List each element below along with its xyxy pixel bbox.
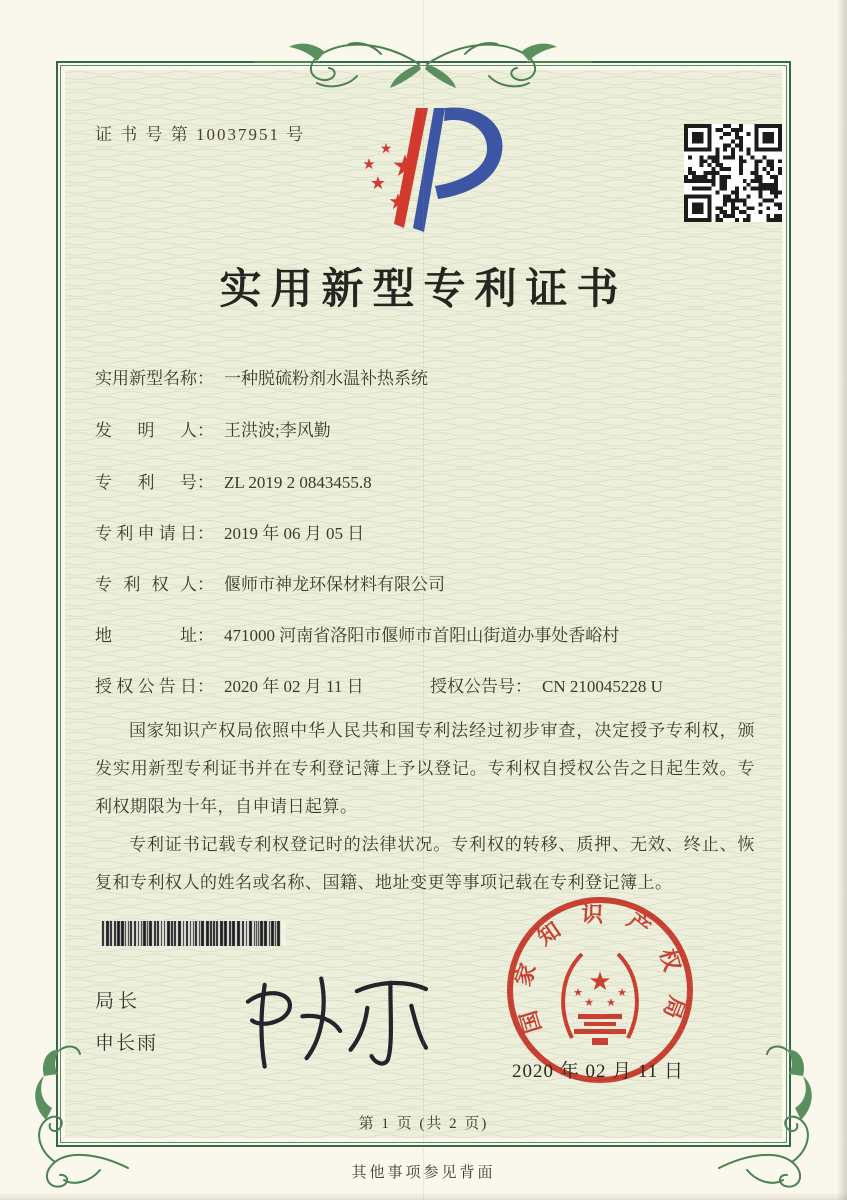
colon: ： (197, 626, 214, 645)
colon: ： (197, 524, 214, 543)
field-value: ZL 2019 2 0843455.8 (224, 473, 372, 492)
svg-text:★: ★ (391, 149, 419, 184)
field-value: 偃师市神龙环保材料有限公司 (224, 575, 445, 594)
field-grant-number (430, 672, 663, 697)
field-label: 授权公告日 (95, 677, 197, 696)
director-name: 申长雨 (95, 1033, 159, 1054)
field-value: 2019 年 06 月 05 日 (224, 524, 365, 543)
seal-date: 2020 年 02 月 11 日 (512, 1061, 685, 1082)
svg-text:★: ★ (617, 986, 627, 999)
scan-edge (0, 1192, 847, 1200)
svg-text:★: ★ (584, 996, 594, 1009)
svg-text:★: ★ (379, 141, 393, 157)
scan-edge (837, 0, 847, 1200)
certificate-title: 实用新型专利证书 (219, 267, 628, 313)
qr-code (684, 124, 782, 222)
field-patent-number (95, 468, 755, 493)
legal-text (95, 712, 755, 902)
logo-blue-p-bowl (435, 108, 502, 199)
national-emblem (563, 954, 637, 1045)
logo-stars (362, 141, 418, 215)
field-filing-date (95, 519, 755, 544)
director-signature (233, 966, 443, 1076)
field-value: 一种脱硫粉剂水温补热系统 (224, 369, 428, 388)
field-label: 授权公告号 (430, 677, 515, 696)
paper-fold-line (423, 0, 424, 1200)
colon: ： (197, 575, 214, 594)
director-title-label: 局长 (95, 991, 142, 1012)
seal-agency-text: 国家知识产权局 (509, 901, 691, 1042)
field-label: 地址 (95, 626, 197, 645)
colon: ： (515, 677, 532, 696)
svg-text:★: ★ (588, 967, 612, 997)
field-value: 2020 年 02 月 11 日 (224, 677, 364, 696)
svg-text:★: ★ (369, 173, 387, 194)
field-value: 471000 河南省洛阳市偃师市首阳山街道办事处香峪村 (224, 626, 620, 645)
colon: ： (197, 369, 214, 388)
back-note: 其他事项参见背面 (351, 1165, 496, 1181)
colon: ： (197, 473, 214, 492)
svg-text:★: ★ (388, 190, 408, 215)
field-grant-announcement (95, 672, 755, 697)
field-label: 专利权人 (95, 575, 197, 594)
field-value: CN 210045228 U (542, 677, 663, 696)
legal-paragraph-2: 专利证书记载专利权登记时的法律状况。专利权的转移、质押、无效、终止、恢复和专利权人的姓名或名称、国籍、地址变更等事项记载在专利登记簿上。 (95, 835, 755, 892)
page-number: 第 1 页 (共 2 页) (358, 1116, 489, 1132)
svg-text:★: ★ (606, 996, 616, 1009)
field-label: 发明人 (95, 421, 197, 440)
cnipa-logo (348, 100, 508, 240)
certificate-number: 证 书 号 第 10037951 号 (95, 125, 306, 144)
svg-text:★: ★ (573, 986, 583, 999)
field-patentee (95, 570, 755, 595)
field-inventors (95, 416, 755, 441)
svg-text:★: ★ (362, 155, 376, 173)
field-utility-model-name (95, 364, 755, 389)
colon: ： (197, 677, 214, 696)
field-label: 实用新型名称 (95, 369, 197, 388)
field-label: 专利号 (95, 473, 197, 492)
field-label: 专利申请日 (95, 524, 197, 543)
legal-paragraph-1: 国家知识产权局依照中华人民共和国专利法经过初步审查，决定授予专利权，颁发实用新型专利证书并在专利登记簿上予以登记。专利权自授权公告之日起生效。专利权期限为十年，自申请日起算。 (95, 721, 755, 816)
colon: ： (197, 421, 214, 440)
barcode (100, 921, 286, 946)
field-address (95, 621, 755, 646)
field-value: 王洪波;李风勤 (224, 421, 331, 440)
